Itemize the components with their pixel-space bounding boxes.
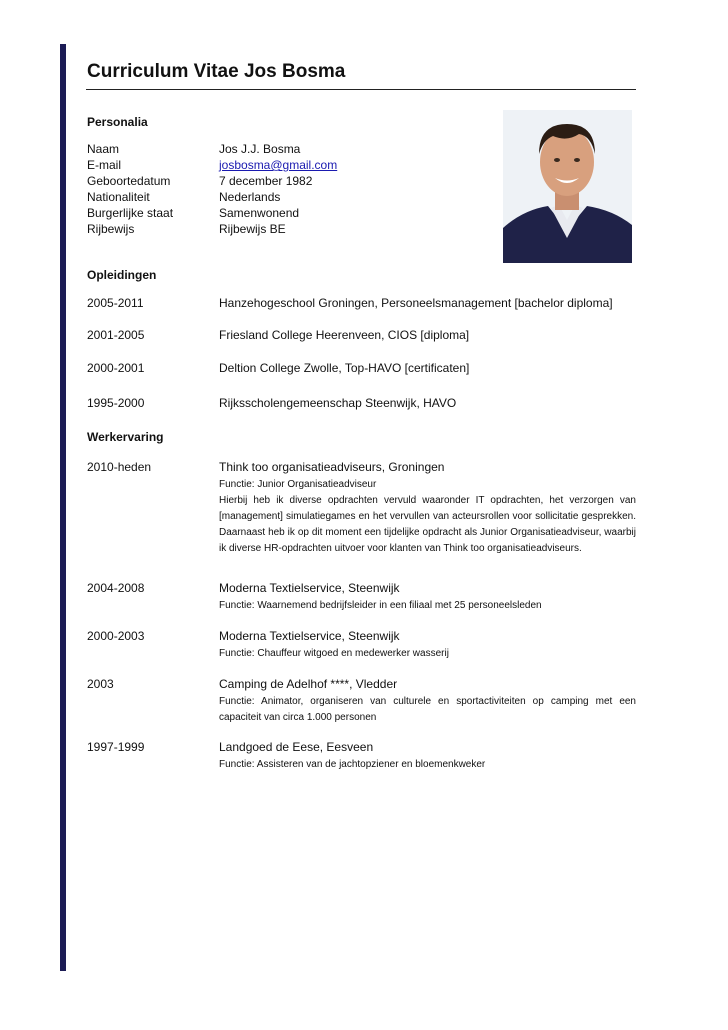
- title-divider: [86, 89, 636, 90]
- job-function: Functie: Assisteren van de jachtopziener en bloemenkweker: [219, 759, 486, 770]
- field-label: Nationaliteit: [87, 190, 150, 204]
- job-employer: Camping de Adelhof ****, Vledder: [219, 677, 398, 691]
- education-text: Friesland College Heerenveen, CIOS [diploma]: [219, 328, 470, 342]
- field-label: Geboortedatum: [87, 174, 171, 188]
- job-details: [219, 477, 636, 557]
- job-employer: Moderna Textielservice, Steenwijk: [219, 581, 400, 595]
- job-period: 1997-1999: [87, 740, 145, 754]
- document-title: Curriculum Vitae Jos Bosma: [87, 61, 346, 82]
- job-function: Functie: Junior Organisatieadviseur: [219, 479, 377, 490]
- werkervaring-heading: Werkervaring: [87, 430, 164, 444]
- job-details: [219, 757, 636, 773]
- portrait-photo: [503, 110, 632, 263]
- job-details: [219, 598, 636, 614]
- field-value: Nederlands: [219, 190, 281, 204]
- field-label: Naam: [87, 142, 120, 156]
- field-label: E-mail: [87, 158, 122, 172]
- education-text: Rijksscholengemeenschap Steenwijk, HAVO: [219, 396, 457, 410]
- job-details: [219, 646, 636, 662]
- field-value: Samenwonend: [219, 206, 300, 220]
- job-period: 2004-2008: [87, 581, 145, 595]
- left-accent-bar: [60, 44, 66, 971]
- email-link[interactable]: josbosma@gmail.com: [219, 158, 338, 172]
- job-employer: Moderna Textielservice, Steenwijk: [219, 629, 400, 643]
- job-function: Functie: Waarnemend bedrijfsleider in een filiaal met 25 personeelsleden: [219, 600, 542, 611]
- job-employer: Landgoed de Eese, Eesveen: [219, 740, 374, 754]
- field-value: Rijbewijs BE: [219, 222, 286, 236]
- education-text: Hanzehogeschool Groningen, Personeelsmanagement [bachelor diploma]: [219, 296, 613, 310]
- opleidingen-heading: Opleidingen: [87, 268, 157, 282]
- job-employer: Think too organisatieadviseurs, Groningen: [219, 460, 445, 474]
- field-label: Rijbewijs: [87, 222, 135, 236]
- job-period: 2003: [87, 677, 114, 691]
- field-value: Jos J.J. Bosma: [219, 142, 301, 156]
- education-period: 2005-2011: [87, 296, 144, 310]
- job-function: Functie: Chauffeur witgoed en medewerker wasserij: [219, 648, 449, 659]
- field-label: Burgerlijke staat: [87, 206, 174, 220]
- education-text: Deltion College Zwolle, Top-HAVO [certificaten]: [219, 361, 470, 375]
- field-value: 7 december 1982: [219, 174, 313, 188]
- job-function: Functie: Animator, organiseren van culturele en sportactiviteiten op camping met een capaciteit van circa 1.000 personen: [219, 696, 636, 723]
- job-details: [219, 694, 636, 726]
- portrait-illustration: [503, 110, 632, 263]
- job-period: 2000-2003: [87, 629, 145, 643]
- education-period: 1995-2000: [87, 396, 145, 410]
- job-description: Hierbij heb ik diverse opdrachten vervuld waaronder IT opdrachten, het verzorgen van [management] simulatiegames en het vervullen van acteursrollen voor sollicitatie gesprekken. Daarnaast heb ik op dit moment een tijdelijke opdracht als Junior Organisatieadviseur, waarbij ik diverse HR-opdrachten uitvoer voor klanten van Think too organisatieadviseurs.: [219, 495, 636, 554]
- education-period: 2001-2005: [87, 328, 145, 342]
- personalia-heading: Personalia: [87, 115, 148, 129]
- education-period: 2000-2001: [87, 361, 145, 375]
- job-period: 2010-heden: [87, 460, 152, 474]
